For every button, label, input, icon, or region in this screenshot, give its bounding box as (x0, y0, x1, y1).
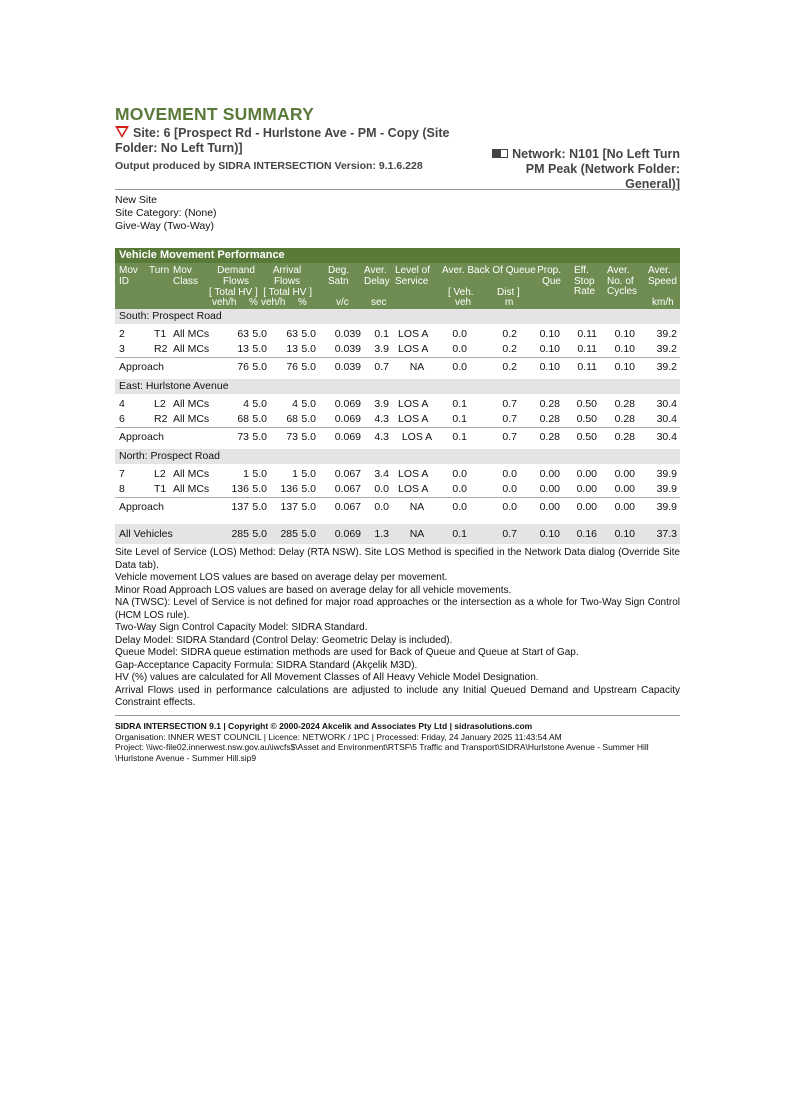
table-cell: 39.9 (656, 501, 677, 513)
table-cell: 30.4 (656, 413, 677, 425)
table-cell: 4 (119, 398, 125, 410)
table-cell: 0.28 (539, 431, 560, 443)
table-cell: 1.3 (374, 528, 389, 540)
table-cell: 5.0 (301, 343, 316, 355)
table-cell: 3 (119, 343, 125, 355)
table-cell: 5.0 (301, 361, 316, 373)
col-aver-speed: Aver. Speed (648, 265, 677, 287)
table-cell: 0.11 (577, 343, 597, 355)
table-cell: 37.3 (656, 528, 677, 540)
table-cell: LOS A (398, 468, 429, 480)
col-veh-h: veh/h (212, 297, 237, 308)
page-footer (115, 715, 680, 763)
table-cell: 5.0 (301, 468, 316, 480)
table-cell: 76 (286, 361, 298, 373)
network-heading (480, 147, 680, 192)
table-cell: 0.10 (539, 328, 560, 340)
table-row (115, 342, 680, 357)
table-cell: 39.9 (656, 483, 677, 495)
table-cell: 136 (231, 483, 249, 495)
notes (115, 547, 680, 710)
table-cell: 68 (237, 413, 249, 425)
table-cell: 0.067 (334, 468, 361, 480)
table-cell: 39.2 (656, 343, 677, 355)
table-cell: 0.00 (539, 501, 560, 513)
table-cell: 13 (286, 343, 298, 355)
col-m-unit: m (505, 297, 514, 308)
note-line: NA (TWSC): Level of Service is not defined for major road approaches or the intersection as a whole for Two-Way Sign Control (HCM LOS rule). (115, 597, 680, 621)
footer-organisation: Organisation: INNER WEST COUNCIL | Licence: NETWORK / 1PC | Processed: Friday, 24 January 2025 11:43:54 AM (115, 731, 562, 742)
table-cell: 13 (237, 343, 249, 355)
table-cell: R2 (154, 343, 168, 355)
table-cell: 0.7 (374, 361, 389, 373)
table-row (115, 327, 680, 342)
table-cell: 0.11 (577, 361, 597, 373)
table-cell: 39.2 (656, 328, 677, 340)
table-cell: 0.28 (614, 431, 635, 443)
table-cell: 5.0 (301, 483, 316, 495)
table-cell: 0.10 (614, 328, 635, 340)
table-row (115, 482, 680, 497)
table-cell: 5.0 (301, 431, 316, 443)
table-cell: 76 (237, 361, 249, 373)
table-cell: 68 (286, 413, 298, 425)
table-cell: All MCs (173, 413, 210, 425)
table-cell: 0.2 (502, 328, 517, 340)
table-cell: 0.039 (334, 343, 361, 355)
table-cell: 0.0 (502, 468, 517, 480)
table-cell: 0.28 (539, 413, 560, 425)
table-cell: Approach (119, 501, 164, 513)
table-title: Vehicle Movement Performance (115, 248, 680, 263)
site-info-line: New Site (115, 194, 158, 206)
table-cell: 0.10 (614, 343, 635, 355)
approach-row (115, 497, 680, 516)
table-cell: T1 (154, 328, 167, 340)
col-veh-h: veh/h (261, 297, 286, 308)
table-cell: 8 (119, 483, 125, 495)
col-mov-class: Mov Class (173, 265, 199, 287)
table-cell: LOS A (398, 328, 429, 340)
table-cell: 0.1 (452, 413, 467, 425)
page-title: MOVEMENT SUMMARY (115, 104, 314, 124)
table-cell: 0.00 (576, 468, 597, 480)
col-veh-unit: veh (455, 297, 472, 308)
table-cell: 285 (231, 528, 249, 540)
table-cell: 0.7 (502, 528, 517, 540)
table-cell: 2 (119, 328, 125, 340)
table-cell: 5.0 (301, 328, 316, 340)
table-cell: All MCs (173, 398, 210, 410)
table-cell: T1 (154, 483, 167, 495)
table-body (115, 309, 680, 544)
table-cell: 0.0 (452, 328, 467, 340)
col-deg-satn: Deg. Satn (328, 265, 350, 287)
table-cell: 0.7 (502, 398, 517, 410)
table-cell: 0.10 (539, 343, 560, 355)
network-icon (492, 149, 508, 157)
col-aver-delay: Aver. Delay (364, 265, 390, 287)
table-cell: 0.00 (539, 483, 560, 495)
note-line: Two-Way Sign Control Capacity Model: SIDRA Standard. (115, 622, 368, 633)
note-line: Site Level of Service (LOS) Method: Delay (RTA NSW). Site LOS Method is specified in the Network Data dialog (Override Site Data tab). (115, 547, 680, 571)
table-cell: 0.067 (334, 501, 361, 513)
col-demand-flows: Demand Flows (217, 265, 255, 287)
table-cell: 39.2 (656, 361, 677, 373)
table-cell: 5.0 (301, 398, 316, 410)
table-cell: NA (409, 501, 425, 513)
section-header: North: Prospect Road (115, 449, 680, 464)
table-cell: All MCs (173, 468, 210, 480)
col-vc: v/c (336, 297, 349, 308)
table-cell: 0.039 (334, 328, 361, 340)
table-cell: 0.2 (502, 343, 517, 355)
table-cell: 0.00 (614, 483, 635, 495)
table-cell: 0.0 (374, 483, 389, 495)
table-cell: 5.0 (301, 528, 316, 540)
table-cell: 5.0 (252, 431, 267, 443)
table-cell: LOS A (398, 398, 429, 410)
table-cell: 0.28 (539, 398, 560, 410)
table-cell: 5.0 (252, 528, 267, 540)
col-total-hv: [ Total HV ] [ Total HV ] (209, 287, 313, 298)
section-header: East: Hurlstone Avenue (115, 379, 680, 394)
table-cell: 73 (286, 431, 298, 443)
table-cell: 5.0 (252, 501, 267, 513)
table-cell: 63 (237, 328, 249, 340)
table-cell: 0.069 (334, 398, 361, 410)
table-cell: 0.069 (334, 413, 361, 425)
section-header: South: Prospect Road (115, 309, 680, 324)
table-row (115, 467, 680, 482)
table-cell: 0.1 (452, 431, 467, 443)
table-cell: 0.00 (576, 483, 597, 495)
table-cell: NA (409, 361, 425, 373)
table-cell: 5.0 (252, 413, 267, 425)
table-cell: 5.0 (252, 398, 267, 410)
col-kmh: km/h (652, 297, 674, 308)
note-line: Queue Model: SIDRA queue estimation methods are used for Back of Queue and Queue at Start of Gap. (115, 647, 579, 658)
col-prop-que: Prop. Que (537, 265, 561, 287)
table-cell: 1 (292, 468, 298, 480)
col-turn: Turn (149, 265, 170, 276)
footer-project-path: Project: \\iwc-file02.innerwest.nsw.gov.au\iwcfs$\Asset and Environment\RTSF\5 Traffic and Transport\SIDRA\Hurlstone Avenue - Summer Hill \Hurlstone Avenue - Summer Hill.sip9 (115, 742, 649, 763)
table-cell: 0.50 (576, 413, 597, 425)
note-line: HV (%) values are calculated for All Movement Classes of All Heavy Vehicle Model Designation. (115, 672, 539, 683)
approach-row (115, 427, 680, 446)
table-cell: 5.0 (301, 501, 316, 513)
table-cell: LOS A (398, 413, 429, 425)
site-info-line: Site Category: (None) (115, 207, 217, 219)
table-cell: 3.9 (374, 343, 389, 355)
table-cell: 137 (280, 501, 298, 513)
col-dist-bracket: Dist ] (497, 287, 520, 298)
col-veh-bracket: [ Veh. (448, 287, 474, 298)
table-cell: 0.00 (539, 468, 560, 480)
table-row (115, 412, 680, 427)
table-cell: 0.50 (576, 398, 597, 410)
table-cell: 0.069 (334, 528, 361, 540)
table-cell: 0.1 (452, 398, 467, 410)
table-cell: 0.11 (577, 328, 597, 340)
table-cell: 0.0 (452, 343, 467, 355)
table-cell: 7 (119, 468, 125, 480)
table-cell: 3.9 (374, 398, 389, 410)
table-cell: 5.0 (252, 343, 267, 355)
table-cell: 0.10 (614, 528, 635, 540)
table-cell: 0.00 (614, 468, 635, 480)
header-divider (115, 189, 680, 190)
table-cell: 5.0 (301, 413, 316, 425)
table-cell: 0.0 (452, 361, 467, 373)
table-cell: 136 (280, 483, 298, 495)
table-cell: 30.4 (656, 431, 677, 443)
table-cell: 63 (286, 328, 298, 340)
table-cell: 4.3 (374, 431, 389, 443)
table-cell: 73 (237, 431, 249, 443)
table-cell: 137 (231, 501, 249, 513)
software-version: Output produced by SIDRA INTERSECTION Version: 9.1.6.228 (115, 160, 423, 172)
table-cell: 0.50 (576, 431, 597, 443)
table-cell: 0.7 (502, 431, 517, 443)
table-cell: 0.0 (502, 501, 517, 513)
table-cell: L2 (154, 398, 166, 410)
table-cell: 5.0 (252, 483, 267, 495)
table-cell: 5.0 (252, 328, 267, 340)
table-cell: 0.0 (502, 483, 517, 495)
table-cell: 39.9 (656, 468, 677, 480)
table-cell: 0.7 (502, 413, 517, 425)
table-cell: 0.0 (374, 501, 389, 513)
col-sec: sec (371, 297, 387, 308)
table-row (115, 397, 680, 412)
table-cell: 0.1 (374, 328, 389, 340)
table-cell: L2 (154, 468, 166, 480)
table-cell: 4 (292, 398, 298, 410)
col-mov-id: Mov ID (119, 265, 138, 287)
table-cell: R2 (154, 413, 168, 425)
all-vehicles-row (115, 524, 680, 544)
footer-copyright: SIDRA INTERSECTION 9.1 | Copyright © 2000-2024 Akcelik and Associates Pty Ltd | sidrasolutions.com (115, 721, 533, 731)
table-cell: 4 (243, 398, 249, 410)
table-cell: 30.4 (656, 398, 677, 410)
table-cell: 0.00 (614, 501, 635, 513)
col-eff-stop-rate: Eff. Stop Rate (574, 265, 596, 297)
note-line: Minor Road Approach LOS values are based on average delay for all vehicle movements. (115, 584, 512, 596)
table-cell: 0.10 (614, 361, 635, 373)
site-name: Site: 6 [Prospect Rd - Hurlstone Ave - PM - Copy (Site Folder: No Left Turn)] (115, 126, 450, 155)
table-cell: LOS A (398, 483, 429, 495)
table-cell: All MCs (173, 343, 210, 355)
table-cell: NA (409, 528, 425, 540)
table-cell: 0.16 (576, 528, 597, 540)
table-cell: 0.0 (452, 501, 467, 513)
note-line: Delay Model: SIDRA Standard (Control Delay: Geometric Delay is included). (115, 634, 453, 646)
col-back-of-queue: Aver. Back Of Queue (442, 265, 536, 276)
table-cell: 0.2 (502, 361, 517, 373)
table-cell: All MCs (173, 483, 210, 495)
note-line: Arrival Flows used in performance calculations are adjusted to include any Initial Queued Demand and Upstream Capacity Constraint effects. (115, 684, 680, 708)
table-cell: 0.10 (539, 361, 560, 373)
network-name: Network: N101 [No Left Turn PM Peak (Network Folder: General)] (512, 147, 680, 191)
table-cell: 5.0 (252, 361, 267, 373)
col-arrival-flows: Arrival Flows (272, 265, 302, 287)
table-cell: All MCs (173, 328, 210, 340)
give-way-sign-icon (115, 126, 129, 138)
table-cell: 5.0 (252, 468, 267, 480)
table-cell: LOS A (401, 431, 433, 443)
table-cell: 0.10 (539, 528, 560, 540)
col-pct: % (298, 297, 307, 308)
table-cell: 0.069 (334, 431, 361, 443)
table-cell: 0.00 (576, 501, 597, 513)
table-cell: 0.0 (452, 483, 467, 495)
table-cell: 3.4 (374, 468, 389, 480)
table-cell: 6 (119, 413, 125, 425)
table-cell: 0.28 (614, 398, 635, 410)
table-cell: 0.067 (334, 483, 361, 495)
approach-row (115, 357, 680, 376)
table-cell: 0.1 (452, 528, 467, 540)
col-aver-cycles: Aver. No. of Cycles (607, 265, 638, 297)
note-line: Gap-Acceptance Capacity Formula: SIDRA Standard (Akçelik M3D). (115, 659, 418, 671)
table-cell: 0.28 (614, 413, 635, 425)
table-cell: 0.0 (452, 468, 467, 480)
col-level-of-service: Level of Service (395, 265, 431, 287)
col-pct: % (249, 297, 258, 308)
table-cell: 1 (243, 468, 249, 480)
table-cell: 285 (280, 528, 298, 540)
site-heading (115, 126, 495, 156)
table-cell: All Vehicles (119, 528, 173, 540)
table-header (115, 263, 680, 309)
site-info (115, 194, 217, 233)
table-cell: 4.3 (374, 413, 389, 425)
table-cell: Approach (119, 361, 164, 373)
table-cell: LOS A (398, 343, 429, 355)
table-cell: Approach (119, 431, 164, 443)
table-cell: 0.039 (334, 361, 361, 373)
vehicle-movement-table (115, 248, 680, 544)
note-line: Vehicle movement LOS values are based on average delay per movement. (115, 572, 448, 583)
site-info-line: Give-Way (Two-Way) (115, 220, 214, 232)
